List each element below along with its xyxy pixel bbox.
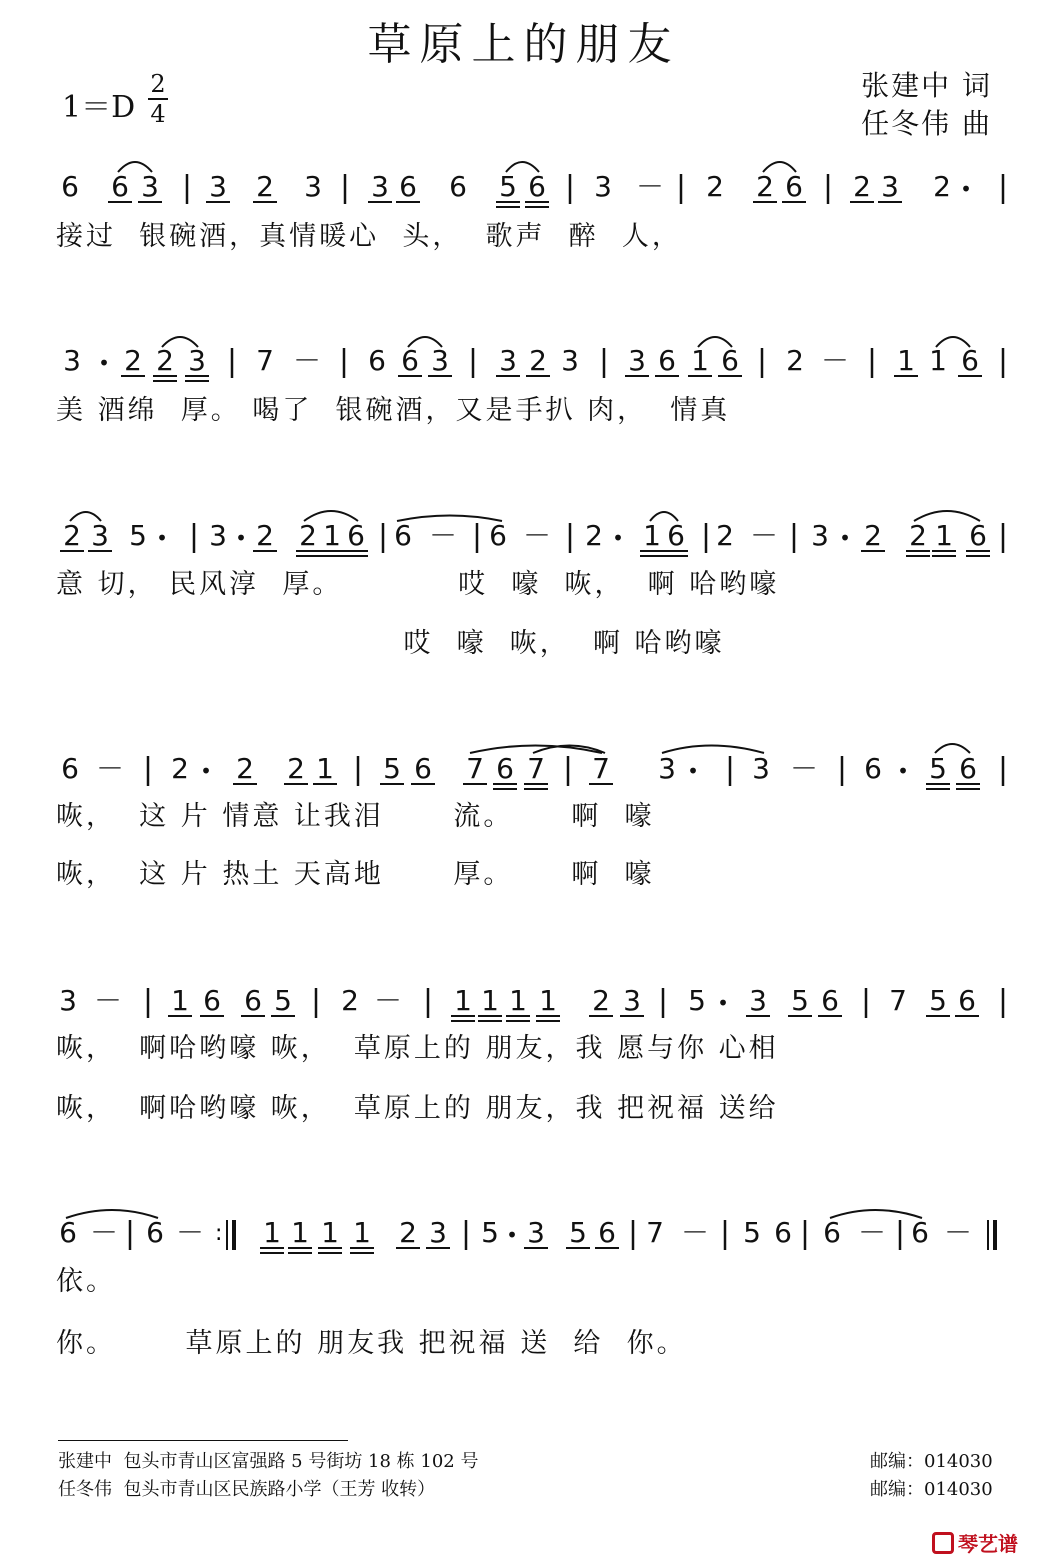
dash-mark: －	[680, 1216, 710, 1249]
dot-mark: •	[98, 351, 110, 375]
note: 2	[156, 344, 174, 377]
dot-mark: •	[687, 759, 699, 783]
lyric-line: 你。 草原上的 朋友我 把祝福 送 给 你。	[56, 1328, 687, 1359]
song-title: 草原上的朋友	[367, 19, 680, 70]
note: 2	[256, 519, 274, 552]
lyric-line: 咴， 这 片 热土 天高地 厚。 啊 嚎	[56, 859, 655, 890]
note: 1	[691, 344, 709, 377]
dash-mark: －	[857, 1216, 887, 1249]
note: 3	[527, 1216, 545, 1249]
score-system	[59, 984, 1003, 1021]
footnote-zip: 邮编：014030	[870, 1451, 993, 1472]
note: 6	[347, 519, 365, 552]
note: 7	[592, 752, 610, 785]
note: 1	[321, 1216, 339, 1249]
dash-mark: －	[93, 984, 123, 1017]
dot-mark: •	[506, 1223, 518, 1247]
dot-mark: •	[235, 526, 247, 550]
watermark-text: 琴艺谱	[958, 1532, 1018, 1556]
lyric-line: 接过 银碗酒，真情暖心 头， 歌声 醉 人，	[56, 221, 682, 252]
score-system	[63, 344, 1003, 381]
note: 6	[821, 984, 839, 1017]
note: 3	[628, 344, 646, 377]
composer-credit: 任冬伟 曲	[861, 107, 992, 140]
note: 5	[929, 752, 947, 785]
dash-mark: －	[373, 984, 403, 1017]
note: 3	[881, 170, 899, 203]
note: 6	[864, 752, 882, 785]
note: 5	[129, 519, 147, 552]
note: 2	[756, 170, 774, 203]
note: 2	[853, 170, 871, 203]
note: 1	[263, 1216, 281, 1249]
note: 5	[688, 984, 706, 1017]
note: 5	[499, 170, 517, 203]
note: 3	[209, 519, 227, 552]
score-system	[61, 170, 1003, 207]
note: 7	[256, 344, 274, 377]
note: 6	[61, 170, 79, 203]
note: 3	[188, 344, 206, 377]
dash-mark: －	[175, 1216, 205, 1249]
note: 6	[598, 1216, 616, 1249]
note: 6	[959, 752, 977, 785]
note: 2	[341, 984, 359, 1017]
note: 3	[209, 170, 227, 203]
note: 2	[63, 519, 81, 552]
note: 1	[316, 752, 334, 785]
note: 5	[569, 1216, 587, 1249]
note: 6	[399, 170, 417, 203]
dash-mark: －	[95, 752, 125, 785]
note: 6	[969, 519, 987, 552]
score-system	[59, 1216, 995, 1253]
lyric-line: 意 切， 民风淳 厚。 哎 嚎 咴， 啊 哈哟嚎	[56, 569, 780, 600]
repeat-dots: :	[215, 1221, 223, 1246]
dash-mark: －	[428, 519, 458, 552]
note: 3	[561, 344, 579, 377]
note: 7	[466, 752, 484, 785]
note: 5	[929, 984, 947, 1017]
dot-mark: •	[200, 759, 212, 783]
score-system	[61, 752, 1003, 789]
note: 1	[897, 344, 915, 377]
note: 6	[911, 1216, 929, 1249]
note: 2	[716, 519, 734, 552]
note: 2	[171, 752, 189, 785]
note: 1	[323, 519, 341, 552]
note: 3	[594, 170, 612, 203]
note: 7	[527, 752, 545, 785]
key-signature: 1＝D	[62, 90, 136, 125]
note: 1	[353, 1216, 371, 1249]
note: 2	[786, 344, 804, 377]
note: 6	[667, 519, 685, 552]
lyric-line: 咴， 啊哈哟嚎 咴， 草原上的 朋友，我 愿与你 心相	[56, 1033, 779, 1064]
note: 3	[141, 170, 159, 203]
note: 1	[171, 984, 189, 1017]
note: 6	[823, 1216, 841, 1249]
note: 6	[59, 1216, 77, 1249]
lyric-line: 美 酒绵 厚。 喝了 银碗酒，又是手扒 肉， 情真	[56, 395, 731, 426]
note: 6	[203, 984, 221, 1017]
lyric-line: 咴， 啊哈哟嚎 咴， 草原上的 朋友，我 把祝福 送给	[56, 1093, 779, 1124]
note: 6	[61, 752, 79, 785]
dash-mark: －	[522, 519, 552, 552]
note: 3	[431, 344, 449, 377]
note: 6	[496, 752, 514, 785]
lyric-line: 哎 嚎 咴， 啊 哈哟嚎	[56, 628, 725, 659]
watermark-logo	[932, 1528, 1018, 1557]
dash-mark: －	[820, 344, 850, 377]
note: 3	[749, 984, 767, 1017]
note: 6	[721, 344, 739, 377]
note: 6	[244, 984, 262, 1017]
note: 2	[706, 170, 724, 203]
note: 3	[658, 752, 676, 785]
lyric-line: 咴， 这 片 情意 让我泪 流。 啊 嚎	[56, 801, 655, 832]
note: 2	[299, 519, 317, 552]
footnote-zip: 邮编：014030	[870, 1479, 993, 1500]
note: 2	[592, 984, 610, 1017]
note: 6	[774, 1216, 792, 1249]
note: 6	[368, 344, 386, 377]
note: 2	[124, 344, 142, 377]
dot-mark: •	[897, 759, 909, 783]
note: 6	[785, 170, 803, 203]
note: 1	[929, 344, 947, 377]
time-sig-top: 2	[150, 70, 166, 98]
note: 1	[509, 984, 527, 1017]
note: 7	[889, 984, 907, 1017]
note: 1	[481, 984, 499, 1017]
note: 6	[489, 519, 507, 552]
note: 1	[291, 1216, 309, 1249]
note: 2	[399, 1216, 417, 1249]
note: 6	[449, 170, 467, 203]
note: 3	[59, 984, 77, 1017]
note: 3	[752, 752, 770, 785]
dot-mark: •	[612, 526, 624, 550]
note: 6	[961, 344, 979, 377]
lyric-line: 依。	[56, 1266, 116, 1297]
note: 2	[529, 344, 547, 377]
note: 6	[958, 984, 976, 1017]
note: 5	[383, 752, 401, 785]
time-sig-bottom: 4	[150, 100, 166, 128]
dash-mark: －	[789, 752, 819, 785]
note: 2	[909, 519, 927, 552]
note: 6	[111, 170, 129, 203]
note: 3	[371, 170, 389, 203]
note: 1	[935, 519, 953, 552]
dash-mark: －	[635, 170, 665, 203]
note: 3	[91, 519, 109, 552]
note: 2	[236, 752, 254, 785]
dash-mark: －	[749, 519, 779, 552]
note: 6	[401, 344, 419, 377]
note: 6	[658, 344, 676, 377]
note: 6	[146, 1216, 164, 1249]
footnote-rule	[58, 1440, 348, 1441]
note: 1	[643, 519, 661, 552]
note: 5	[743, 1216, 761, 1249]
note: 3	[623, 984, 641, 1017]
note: 2	[864, 519, 882, 552]
dash-mark: －	[943, 1216, 973, 1249]
footnote-address: 张建中 包头市青山区富强路 5 号街坊 18 栋 102 号	[58, 1451, 479, 1472]
note: 5	[791, 984, 809, 1017]
note: 5	[274, 984, 292, 1017]
dot-mark: •	[156, 526, 168, 550]
note: 3	[499, 344, 517, 377]
dot-mark: •	[717, 991, 729, 1015]
note: 5	[481, 1216, 499, 1249]
dash-mark: －	[292, 344, 322, 377]
dot-mark: •	[960, 177, 972, 201]
footnote-address: 任冬伟 包头市青山区民族路小学（王芳 收转）	[58, 1479, 436, 1500]
note: 3	[63, 344, 81, 377]
note: 6	[528, 170, 546, 203]
note: 6	[394, 519, 412, 552]
score-system	[60, 519, 1003, 556]
note: 2	[287, 752, 305, 785]
note: 2	[585, 519, 603, 552]
note: 3	[811, 519, 829, 552]
note: 3	[304, 170, 322, 203]
note: 7	[646, 1216, 664, 1249]
note: 1	[539, 984, 557, 1017]
dot-mark: •	[839, 526, 851, 550]
note: 2	[256, 170, 274, 203]
logo-mark-icon	[932, 1532, 954, 1554]
dash-mark: －	[89, 1216, 119, 1249]
note: 1	[454, 984, 472, 1017]
note: 3	[429, 1216, 447, 1249]
note: 2	[933, 170, 951, 203]
lyricist-credit: 张建中 词	[861, 69, 992, 102]
note: 6	[414, 752, 432, 785]
